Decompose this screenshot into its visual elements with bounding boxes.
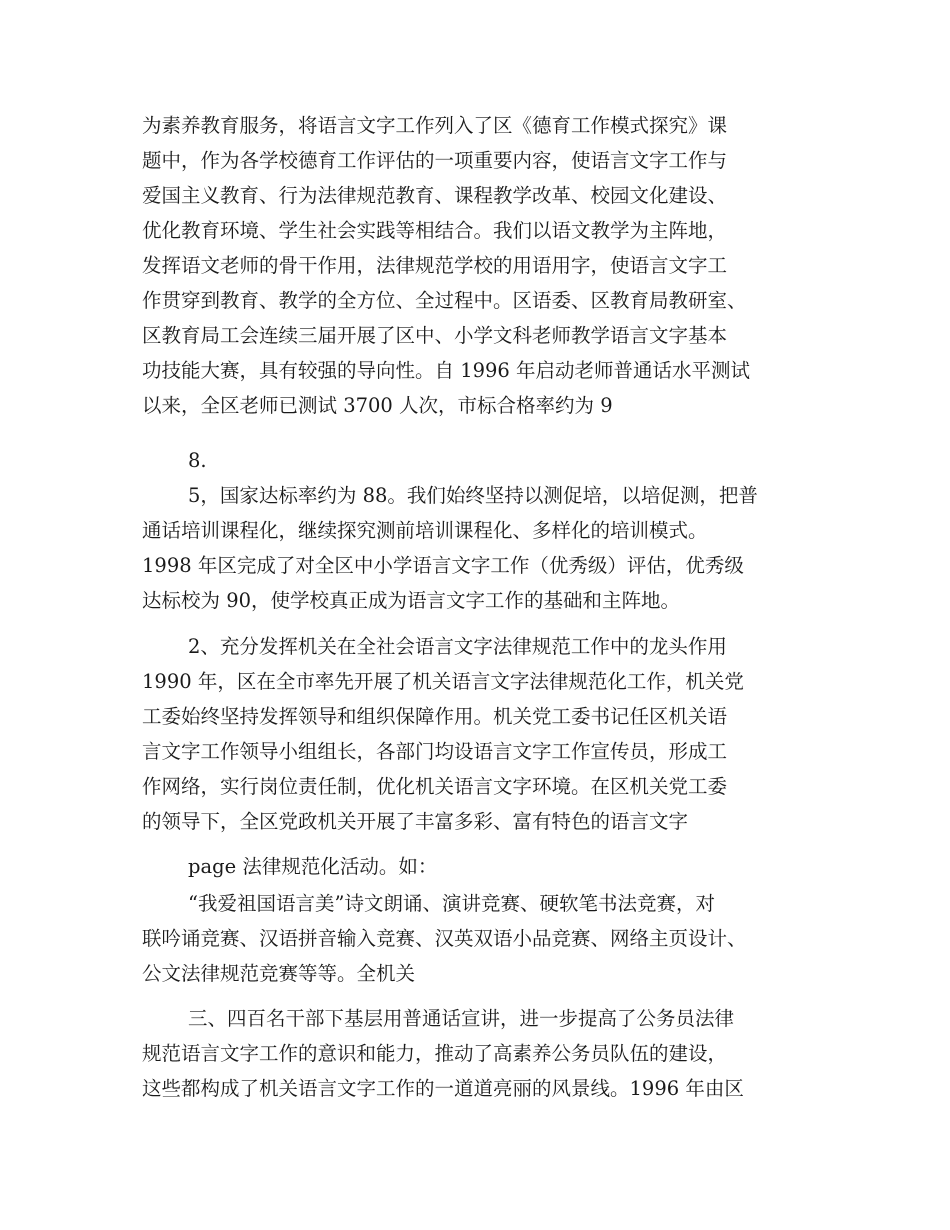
text-line: 5，国家达标率约为 88。我们始终坚持以测促培，以培促测，把普 (188, 484, 758, 507)
text-line: 言文字工作领导小组组长，各部门均设语言文字工作宣传员，形成工 (142, 740, 728, 763)
text-line: 规范语言文字工作的意识和能力，推动了高素养公务员队伍的建设， (142, 1042, 728, 1065)
text-line: 为素养教育服务，将语言文字工作列入了区《德育工作模式探究》课 (142, 114, 728, 137)
text-line: 作贯穿到教育、教学的全方位、全过程中。区语委、区教育局教研室、 (142, 289, 747, 312)
text-line: 功技能大赛，具有较强的导向性。自 1996 年启动老师普通话水平测试 (142, 359, 751, 382)
text-line: 爱国主义教育、行为法律规范教育、课程教学改革、校园文化建设、 (142, 184, 728, 207)
text-line: 联吟诵竞赛、汉语拼音输入竞赛、汉英双语小品竞赛、网络主页设计、 (142, 927, 747, 950)
text-line: 8. (188, 449, 207, 472)
text-line: 1990 年，区在全市率先开展了机关语言文字法律规范化工作，机关党 (142, 670, 744, 693)
text-line: 三、四百名干部下基层用普通话宣讲，进一步提高了公务员法律 (188, 1007, 735, 1030)
text-line: 工委始终坚持发挥领导和组织保障作用。机关党工委书记任区机关语 (142, 705, 728, 728)
text-line: “我爱祖国语言美”诗文朗诵、演讲竞赛、硬软笔书法竞赛，对 (188, 892, 715, 915)
text-line: 优化教育环境、学生社会实践等相结合。我们以语文教学为主阵地， (142, 219, 728, 242)
text-line: page 法律规范化活动。如： (188, 855, 438, 878)
text-line: 作网络，实行岗位责任制，优化机关语言文字环境。在区机关党工委 (142, 775, 728, 798)
text-line: 通话培训课程化，继续探究测前培训课程化、多样化的培训模式。 (142, 519, 708, 542)
text-line: 区教育局工会连续三届开展了区中、小学文科老师教学语言文字基本 (142, 324, 728, 347)
text-line: 这些都构成了机关语言文字工作的一道道亮丽的风景线。1996 年由区 (142, 1077, 744, 1100)
text-line: 以来，全区老师已测试 3700 人次，市标合格率约为 9 (142, 394, 613, 417)
text-line: 达标校为 90，使学校真正成为语言文字工作的基础和主阵地。 (142, 589, 681, 612)
text-line: 1998 年区完成了对全区中小学语言文字工作（优秀级）评估，优秀级 (142, 554, 744, 577)
section-heading: 2、充分发挥机关在全社会语言文字法律规范工作中的龙头作用 (188, 635, 727, 658)
text-line: 的领导下，全区党政机关开展了丰富多彩、富有特色的语言文字 (142, 810, 689, 833)
text-line: 题中，作为各学校德育工作评估的一项重要内容，使语言文字工作与 (142, 149, 728, 172)
text-line: 发挥语文老师的骨干作用，法律规范学校的用语用字，使语言文字工 (142, 254, 728, 277)
text-line: 公文法律规范竞赛等等。全机关 (142, 962, 416, 985)
